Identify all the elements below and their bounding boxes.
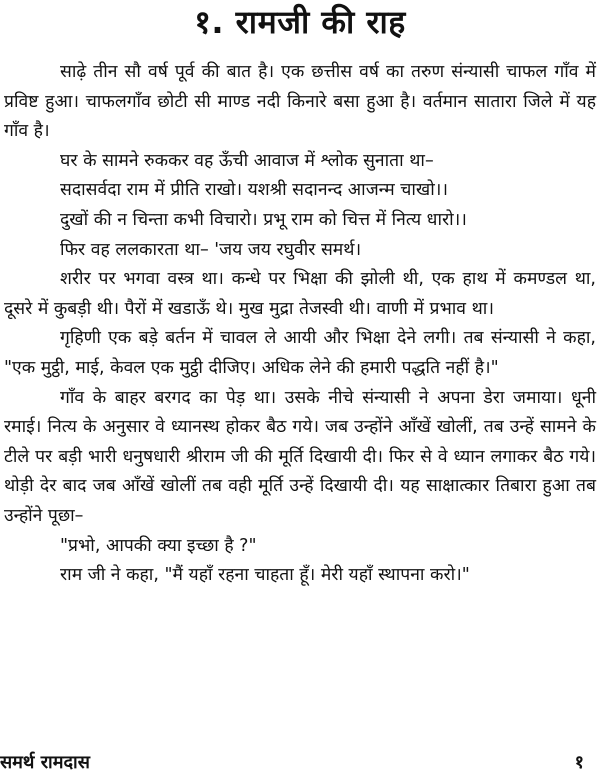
book-title: समर्थ रामदास (0, 752, 90, 773)
paragraph-grihini: गृहिणी एक बड़े बर्तन में चावल ले आयी और भिक्षा देने लगी। तब संन्यासी ने कहा, "एक मुट्ठी, माई, केवल एक मुट्ठी दीजिए। अधिक लेने की हमारी पद्धति नहीं है।" (4, 328, 596, 378)
paragraph-ram-reply: राम जी ने कहा, "मैं यहाँ रहना चाहता हूँ। मेरी यहाँ स्थापना करो।" (60, 565, 470, 586)
verse-line-2: दुखों की न चिन्ता कभी विचारो। प्रभू राम को चित्त में नित्य धारो।। (60, 209, 467, 230)
paragraph-intro: साढ़े तीन सौ वर्ष पूर्व की बात है। एक छत्तीस वर्ष का तरुण संन्यासी चाफल गाँव में प्रविष्ट हुआ। चाफलगाँव छोटी सी माण्ड नदी किनारे बसा हुआ है। वर्तमान सातारा जिले में यह गाँव है। (4, 62, 596, 142)
chapter-title: १. रामजी की राह (194, 3, 406, 41)
verse-line-1: सदासर्वदा राम में प्रीति राखो। यशश्री सदानन्द आजन्म चाखो।। (60, 180, 449, 201)
page-number: १ (574, 752, 584, 773)
paragraph-jay-raghuveer: फिर वह ललकारता था– 'जय जय रघुवीर समर्थ। (60, 239, 362, 260)
chapter-body (4, 58, 596, 591)
paragraph-question: "प्रभो, आपकी क्या इच्छा है ?" (60, 535, 257, 556)
page-footer (0, 748, 600, 778)
paragraph-bargad: गाँव के बाहर बरगद का पेड़ था। उसके नीचे संन्यासी ने अपना डेरा जमाया। धूनी रमाई। नित्य के अनुसार वे ध्यानस्थ होकर बैठ गये। जब उन्होंने आँखें खोलीं, तब उन्हें सामने के टीले पर बड़ी भारी धनुषधारी श्रीराम जी की मूर्ति दिखायी दी। फिर से वे ध्यान लगाकर बैठ गये। थोड़ी देर बाद जब आँखें खोलीं तब वही मूर्ति उन्हें दिखायी दी। यह साक्षात्कार तिबारा हुआ तब उन्होंने पूछा– (4, 387, 596, 526)
paragraph-shloka-intro: घर के सामने रुककर वह ऊँची आवाज में श्लोक सुनाता था– (60, 150, 434, 171)
paragraph-attire: शरीर पर भगवा वस्त्र था। कन्धे पर भिक्षा की झोली थी, एक हाथ में कमण्डल था, दूसरे में कुबड़ी थी। पैरों में खडाऊँ थे। मुख मुद्रा तेजस्वी थी। वाणी में प्रभाव था। (4, 269, 596, 319)
